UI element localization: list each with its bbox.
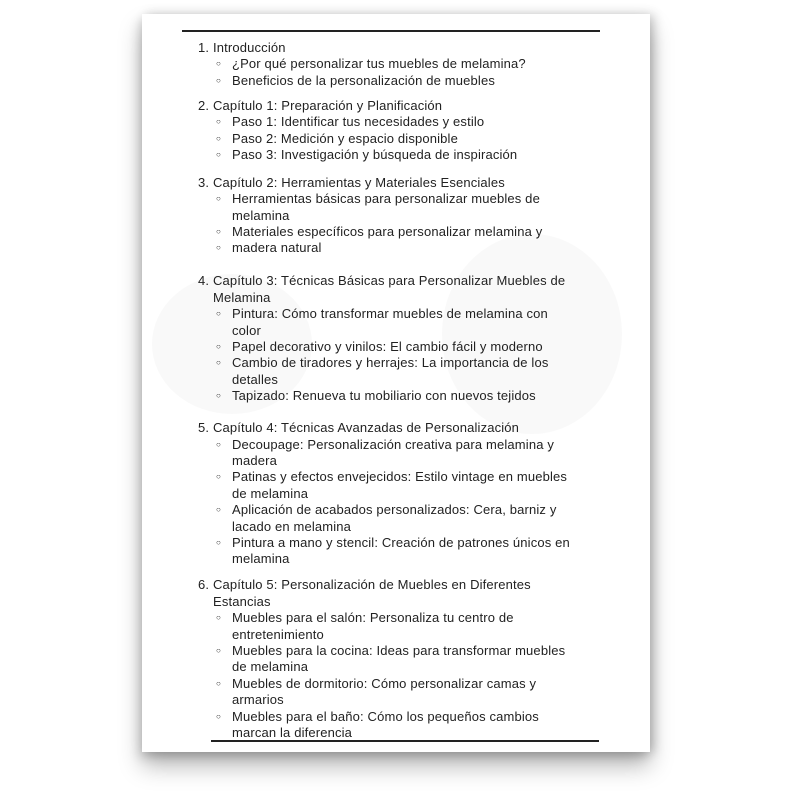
list-item [216, 131, 570, 147]
list-item [216, 56, 570, 72]
section-number: 5. [198, 420, 210, 436]
bullet-icon: ○ [216, 472, 221, 482]
list-item [216, 388, 570, 404]
bullet-icon: ○ [216, 537, 221, 547]
list-item [216, 224, 570, 240]
section-title: Capítulo 5: Personalización de Muebles en Diferentes Estancias [213, 577, 531, 609]
toc-section [198, 175, 570, 257]
section-title: Capítulo 3: Técnicas Básicas para Personalizar Muebles de Melamina [213, 273, 566, 305]
subsection-title: Muebles para la cocina: Ideas para transformar muebles de melamina [232, 642, 566, 675]
section-heading [198, 98, 570, 114]
bullet-icon: ○ [216, 358, 221, 368]
subsection-title: Pintura: Cómo transformar muebles de melamina con color [232, 306, 548, 338]
list-item [216, 114, 570, 130]
bullet-icon: ○ [216, 59, 221, 69]
list-item [216, 535, 570, 568]
subsection-title: Materiales específicos para personalizar melamina y [232, 224, 543, 240]
list-item [216, 339, 570, 355]
subsection-title: ¿Por qué personalizar tus muebles de melamina? [232, 56, 526, 72]
bullet-icon: ○ [216, 645, 221, 655]
subsection-list [198, 191, 570, 257]
subsection-title: Paso 2: Medición y espacio disponible [232, 130, 458, 146]
bullet-icon: ○ [216, 678, 221, 688]
subsection-title: Papel decorativo y vinilos: El cambio fácil y moderno [232, 339, 543, 354]
section-number: 3. [198, 174, 210, 190]
list-item [216, 240, 570, 256]
subsection-title: Muebles de dormitorio: Cómo personalizar camas y armarios [232, 675, 537, 708]
section-heading [198, 420, 570, 436]
subsection-list [198, 610, 570, 741]
bullet-icon: ○ [216, 439, 221, 449]
table-of-contents [198, 40, 570, 741]
section-title: Capítulo 2: Herramientas y Materiales Esenciales [213, 174, 505, 190]
list-item [216, 355, 570, 388]
list-item [216, 437, 570, 470]
bullet-icon: ○ [216, 243, 221, 253]
section-number: 1. [198, 40, 210, 55]
subsection-title: Aplicación de acabados personalizados: Cera, barniz y lacado en melamina [232, 502, 557, 534]
section-heading [198, 273, 570, 306]
list-item [216, 610, 570, 643]
subsection-title: Pintura a mano y stencil: Creación de patrones únicos en melamina [232, 534, 570, 567]
toc-section [198, 420, 570, 568]
section-number: 4. [198, 273, 210, 289]
bullet-icon: ○ [216, 75, 221, 85]
bottom-rule [211, 740, 599, 742]
subsection-title: Herramientas básicas para personalizar muebles de melamina [232, 191, 540, 223]
section-title: Capítulo 4: Técnicas Avanzadas de Personalización [213, 420, 520, 436]
section-title: Capítulo 1: Preparación y Planificación [213, 97, 443, 113]
bullet-icon: ○ [216, 505, 221, 515]
subsection-title: Muebles para el baño: Cómo los pequeños cambios marcan la diferencia [232, 708, 539, 740]
subsection-title: Tapizado: Renueva tu mobiliario con nuevos tejidos [232, 388, 536, 404]
toc-section [198, 98, 570, 164]
list-item [216, 469, 570, 502]
list-item [216, 147, 570, 163]
bullet-icon: ○ [216, 117, 221, 127]
section-title: Introducción [213, 40, 286, 55]
bullet-icon: ○ [216, 133, 221, 143]
bullet-icon: ○ [216, 309, 221, 319]
section-heading [198, 40, 570, 56]
section-heading [198, 577, 570, 610]
document-page [142, 14, 650, 752]
subsection-title: Paso 3: Investigación y búsqueda de inspiración [232, 146, 518, 162]
toc-section [198, 40, 570, 89]
subsection-title: Decoupage: Personalización creativa para melamina y madera [232, 436, 554, 468]
subsection-title: Patinas y efectos envejecidos: Estilo vintage en muebles de melamina [232, 469, 568, 501]
subsection-title: Cambio de tiradores y herrajes: La importancia de los detalles [232, 355, 549, 387]
bullet-icon: ○ [216, 711, 221, 721]
list-item [216, 676, 570, 709]
section-number: 2. [198, 97, 210, 113]
subsection-title: Beneficios de la personalización de muebles [232, 72, 495, 88]
bullet-icon: ○ [216, 342, 221, 351]
bullet-icon: ○ [216, 194, 221, 204]
list-item [216, 643, 570, 676]
list-item [216, 502, 570, 535]
list-item [216, 709, 570, 742]
section-heading [198, 175, 570, 191]
section-number: 6. [198, 577, 210, 593]
subsection-list [198, 56, 570, 89]
subsection-list [198, 114, 570, 163]
list-item [216, 306, 570, 339]
toc-section [198, 273, 570, 404]
subsection-list [198, 306, 570, 404]
subsection-title: madera natural [232, 240, 322, 256]
bullet-icon: ○ [216, 227, 221, 237]
list-item [216, 191, 570, 224]
toc-section [198, 577, 570, 741]
list-item [216, 73, 570, 89]
bullet-icon: ○ [216, 149, 221, 159]
subsection-title: Paso 1: Identificar tus necesidades y estilo [232, 114, 485, 130]
bullet-icon: ○ [216, 391, 221, 401]
subsection-title: Muebles para el salón: Personaliza tu centro de entretenimiento [232, 610, 514, 642]
top-rule [182, 30, 600, 32]
subsection-list [198, 437, 570, 568]
bullet-icon: ○ [216, 613, 221, 623]
